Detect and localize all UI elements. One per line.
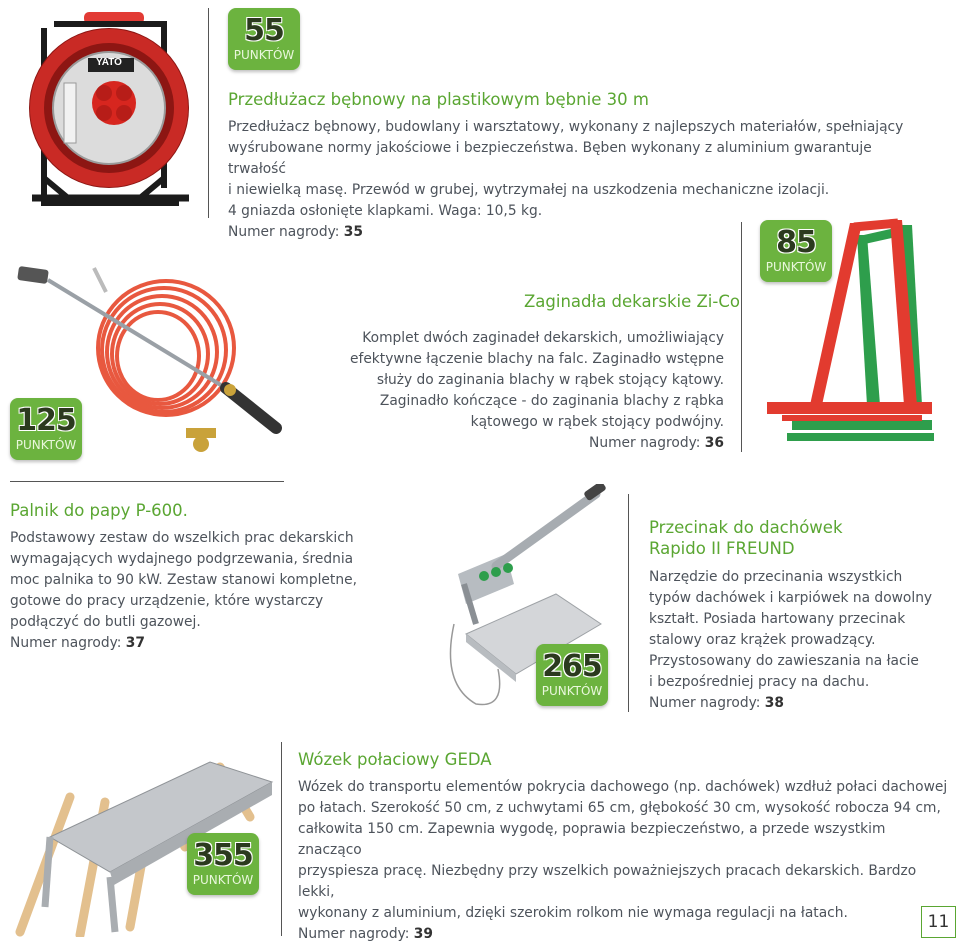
points-badge-355	[187, 833, 259, 895]
seaming-tools-image	[762, 215, 942, 450]
description-line: przyspiesza pracę. Niezbędny przy wszelkich poważniejszych pracach dekarskich. Bardzo lekki,	[298, 863, 917, 900]
page-number: 11	[921, 906, 956, 938]
description-line: Narzędzie do przecinania wszystkich	[649, 569, 903, 585]
product-title-torch: Palnik do papy P-600.	[10, 501, 188, 520]
points-badge-125	[10, 398, 82, 460]
points-unit: PUNKTÓW	[15, 438, 77, 452]
description-line: Przedłużacz bębnowy, budowlany i warsztatowy, wykonany z najlepszych materiałów, spełniający	[228, 119, 904, 135]
description-line: efektywne łączenie blachy na falc. Zaginadło wstępne	[349, 351, 724, 367]
description-line: kątowego w rąbek stojący podwójny.	[470, 414, 724, 430]
description-line: i niewielką masę. Przewód w grubej, wytrzymałej na uszkodzenia mechaniczne izolacji.	[228, 182, 830, 198]
prize-number-line	[336, 433, 724, 454]
points-unit: PUNKTÓW	[233, 48, 295, 62]
points-unit: PUNKTÓW	[541, 684, 603, 698]
description-line: wykonany z aluminium, dzięki szerokim rolkom nie wymaga regulacji na łatach.	[298, 905, 848, 921]
points-value: 355	[193, 838, 253, 873]
reel-brand-label: YATO	[96, 57, 122, 68]
product-description-seaming-tools	[336, 328, 724, 454]
prize-label: Numer nagrody:	[649, 695, 761, 711]
description-line: Zaginadło kończące - do zaginania blachy z rąbka	[379, 393, 724, 409]
description-line: wyśrubowane normy jakościowe i bezpieczeństwa. Bęben wykonany z aluminium gwarantuje trwałość	[228, 140, 872, 177]
prize-label: Numer nagrody:	[298, 926, 410, 942]
title-line: Przecinak do dachówek	[649, 518, 843, 537]
prize-number-line	[649, 693, 949, 714]
prize-label: Numer nagrody:	[10, 635, 122, 651]
product-title-reel: Przedłużacz bębnowy na plastikowym bębnie 30 m	[228, 90, 649, 109]
points-value: 125	[16, 403, 76, 438]
description-line: służy do zaginania blachy w rąbek stojący kątowy.	[376, 372, 724, 388]
prize-number-line	[10, 633, 370, 654]
divider-vertical-bottom	[628, 494, 629, 712]
prize-number: 38	[764, 695, 784, 711]
prize-number: 36	[704, 435, 724, 451]
description-line: kształt. Posiada hartowany przecinak	[649, 611, 906, 627]
description-line: Komplet dwóch zaginadeł dekarskich, umożliwiający	[362, 330, 724, 346]
cable-reel-image	[14, 8, 194, 213]
description-line: Podstawowy zestaw do wszelkich prac dekarskich	[10, 530, 354, 546]
points-badge-265	[536, 644, 608, 706]
product-title-seaming-tools: Zaginadła dekarskie Zi-Co	[524, 292, 740, 311]
description-line: moc palnika to 90 kW. Zestaw stanowi kompletne,	[10, 572, 357, 588]
description-line: stalowy oraz krążek prowadzący.	[649, 632, 876, 648]
prize-label: Numer nagrody:	[228, 224, 340, 240]
description-line: typów dachówek i karpiówek na dowolny	[649, 590, 933, 606]
divider-vertical-bottom-left	[281, 742, 282, 936]
description-line: i bezpośredniej pracy na dachu.	[649, 674, 870, 690]
description-line: po łatach. Szerokość 50 cm, z uchwytami 65 cm, głębokość 30 cm, wysokość robocza 94 cm,	[298, 800, 941, 816]
points-unit: PUNKTÓW	[192, 873, 254, 887]
points-value: 265	[542, 649, 602, 684]
product-description-tile-cutter	[649, 567, 949, 714]
description-line: Przystosowany do zawieszania na łacie	[649, 653, 919, 669]
description-line: całkowita 150 cm. Zapewnia wygodę, poprawia bezpieczeństwo, a przede wszystkim znacząco	[298, 821, 886, 858]
points-value: 85	[776, 225, 816, 260]
divider-vertical-mid	[741, 222, 742, 452]
points-unit: PUNKTÓW	[765, 260, 827, 274]
product-title-tile-cutter	[649, 517, 843, 559]
prize-number: 39	[413, 926, 433, 942]
points-badge-55	[228, 8, 300, 70]
product-description-trolley	[298, 777, 950, 945]
points-value: 55	[244, 13, 284, 48]
description-line: podłączyć do butli gazowej.	[10, 614, 201, 630]
description-line: gotowe do pracy urządzenie, które wystarczy	[10, 593, 324, 609]
prize-number: 35	[343, 224, 363, 240]
divider-vertical-top	[208, 8, 209, 218]
product-description-torch	[10, 528, 370, 654]
description-line: wymagających wydajnego podgrzewania, średnia	[10, 551, 354, 567]
prize-label: Numer nagrody:	[589, 435, 701, 451]
title-line: Rapido II FREUND	[649, 539, 795, 558]
prize-number: 37	[125, 635, 145, 651]
divider-horizontal	[10, 481, 284, 482]
product-title-trolley: Wózek połaciowy GEDA	[298, 750, 492, 769]
description-line: 4 gniazda osłonięte klapkami. Waga: 10,5 kg.	[228, 203, 543, 219]
description-line: Wózek do transportu elementów pokrycia dachowego (np. dachówek) wzdłuż połaci dachowej	[298, 779, 948, 795]
